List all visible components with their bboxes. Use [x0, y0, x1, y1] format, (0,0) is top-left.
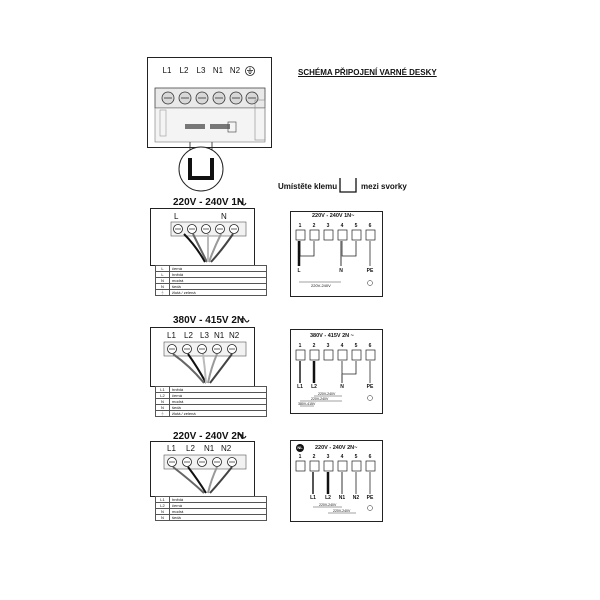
top-terminal-label-n2: N2: [229, 66, 241, 75]
section-1-legend: [155, 265, 267, 296]
s3-label-l2: L2: [186, 444, 195, 453]
s1-num-6: 6: [368, 223, 372, 229]
section-2-heading: [173, 315, 244, 326]
s3-num-5: 5: [354, 454, 358, 460]
s2-label-l2: L2: [184, 331, 193, 340]
s2-label-l3: L3: [200, 331, 209, 340]
s2-label-n2: N2: [229, 331, 240, 340]
s2-num-5: 5: [354, 343, 358, 349]
legend-code: N: [156, 509, 170, 515]
s1-num-4: 4: [340, 223, 344, 229]
section-1-heading: [173, 197, 244, 208]
legend-color: modrá: [170, 278, 267, 284]
s3-num-4: 4: [340, 454, 344, 460]
legend-code: L2: [156, 503, 170, 509]
s2-label-n1: N1: [214, 331, 225, 340]
ground-icon: [246, 67, 255, 76]
s1-label-n: N: [221, 212, 227, 221]
s1-label-l: L: [174, 212, 179, 221]
legend-row: [156, 515, 267, 521]
top-terminal-block: [155, 88, 265, 142]
legend-code: ⏚: [156, 411, 170, 417]
s3-schematic-header: 220V - 240V 2N~: [315, 445, 358, 451]
s1-bottom-l: L: [297, 268, 301, 274]
s3-label-n1: N1: [204, 444, 215, 453]
s3-bottom-pe: PE: [366, 495, 374, 501]
s1-voltage: 220V-240V: [311, 283, 331, 288]
legend-code: N: [156, 405, 170, 411]
s3-num-6: 6: [368, 454, 372, 460]
legend-color: hnědá: [170, 272, 267, 278]
s2-num-1: 1: [298, 343, 302, 349]
s2-voltage-3: 380V-415V: [298, 402, 316, 406]
top-terminal-label-n1: N1: [212, 66, 224, 75]
s1-bottom-pe: PE: [366, 268, 374, 274]
s2-bottom-n: N: [340, 384, 344, 390]
s2-num-6: 6: [368, 343, 372, 349]
legend-code: L1: [156, 497, 170, 503]
legend-code: N: [156, 399, 170, 405]
section-1-heading-text: 220V - 240V 1N: [173, 197, 245, 208]
legend-code: L: [156, 266, 170, 272]
legend-code: N: [156, 515, 170, 521]
section-3-heading-text: 220V - 240V 2N: [173, 431, 245, 442]
magnifier-callout: [179, 142, 223, 191]
legend-code: N: [156, 284, 170, 290]
legend-code: L2: [156, 393, 170, 399]
section-3-legend: [155, 496, 267, 521]
legend-color: modrá: [170, 509, 267, 515]
section-1-wiring-panel: [150, 208, 255, 266]
legend-color: šedá: [170, 405, 267, 411]
section-2-legend: [155, 386, 267, 417]
legend-code: L1: [156, 387, 170, 393]
s2-voltage-1: 220V-240V: [318, 392, 336, 396]
legend-color: šedá: [170, 515, 267, 521]
s3-voltage-1: 220V-240V: [319, 503, 337, 507]
s2-schematic-header: 380V - 415V 2N ~: [310, 333, 354, 339]
legend-color: hnědá: [170, 387, 267, 393]
s3-bottom-n2: N2: [352, 495, 360, 501]
instruction-prefix: Umístěte klemu: [278, 182, 338, 191]
legend-color: černá: [170, 266, 267, 272]
s3-label-l1: L1: [167, 444, 176, 453]
legend-color: šedá: [170, 284, 267, 290]
s3-bottom-n1: N1: [338, 495, 346, 501]
section-3-wiring-panel: [150, 441, 255, 497]
legend-color: černá: [170, 503, 267, 509]
legend-row: [156, 411, 267, 417]
legend-code: N: [156, 278, 170, 284]
s2-num-3: 3: [326, 343, 330, 349]
legend-row: [156, 290, 267, 296]
s1-schematic-header: 220V - 240V 1N~: [312, 213, 355, 219]
page-title: SCHÉMA PŘIPOJENÍ VARNÉ DESKY: [298, 68, 437, 77]
clip-icon: [340, 178, 356, 192]
s2-label-l1: L1: [167, 331, 176, 340]
s3-badge: NL: [297, 445, 303, 450]
legend-color: hnědá: [170, 497, 267, 503]
s1-num-1: 1: [298, 223, 302, 229]
section-2-heading-text: 380V - 415V 2N: [173, 315, 245, 326]
s1-num-3: 3: [326, 223, 330, 229]
top-terminal-label-l3: L3: [196, 66, 206, 75]
s2-bottom-l1: L1: [297, 384, 303, 390]
top-terminal-label-l2: L2: [179, 66, 189, 75]
s3-bottom-l1: L1: [310, 495, 316, 501]
legend-color: žlutá / zelená: [170, 290, 267, 296]
s3-num-2: 2: [312, 454, 316, 460]
s1-bottom-n: N: [339, 268, 343, 274]
legend-code: L: [156, 272, 170, 278]
s2-num-4: 4: [340, 343, 344, 349]
legend-color: modrá: [170, 399, 267, 405]
s1-num-5: 5: [354, 223, 358, 229]
legend-color: žlutá / zelená: [170, 411, 267, 417]
s3-num-1: 1: [298, 454, 302, 460]
instruction-suffix: mezi svorky: [361, 182, 407, 191]
legend-color: černá: [170, 393, 267, 399]
s2-bottom-pe: PE: [366, 384, 374, 390]
s2-num-2: 2: [312, 343, 316, 349]
top-terminal-label-l1: L1: [162, 66, 172, 75]
s3-bottom-l2: L2: [325, 495, 331, 501]
legend-code: ⏚: [156, 290, 170, 296]
s3-label-n2: N2: [221, 444, 232, 453]
s1-num-2: 2: [312, 223, 316, 229]
s3-num-3: 3: [326, 454, 330, 460]
s2-bottom-l2: L2: [311, 384, 317, 390]
s3-voltage-2: 220V-240V: [333, 509, 351, 513]
s2-voltage-2: 220V-240V: [311, 397, 329, 401]
